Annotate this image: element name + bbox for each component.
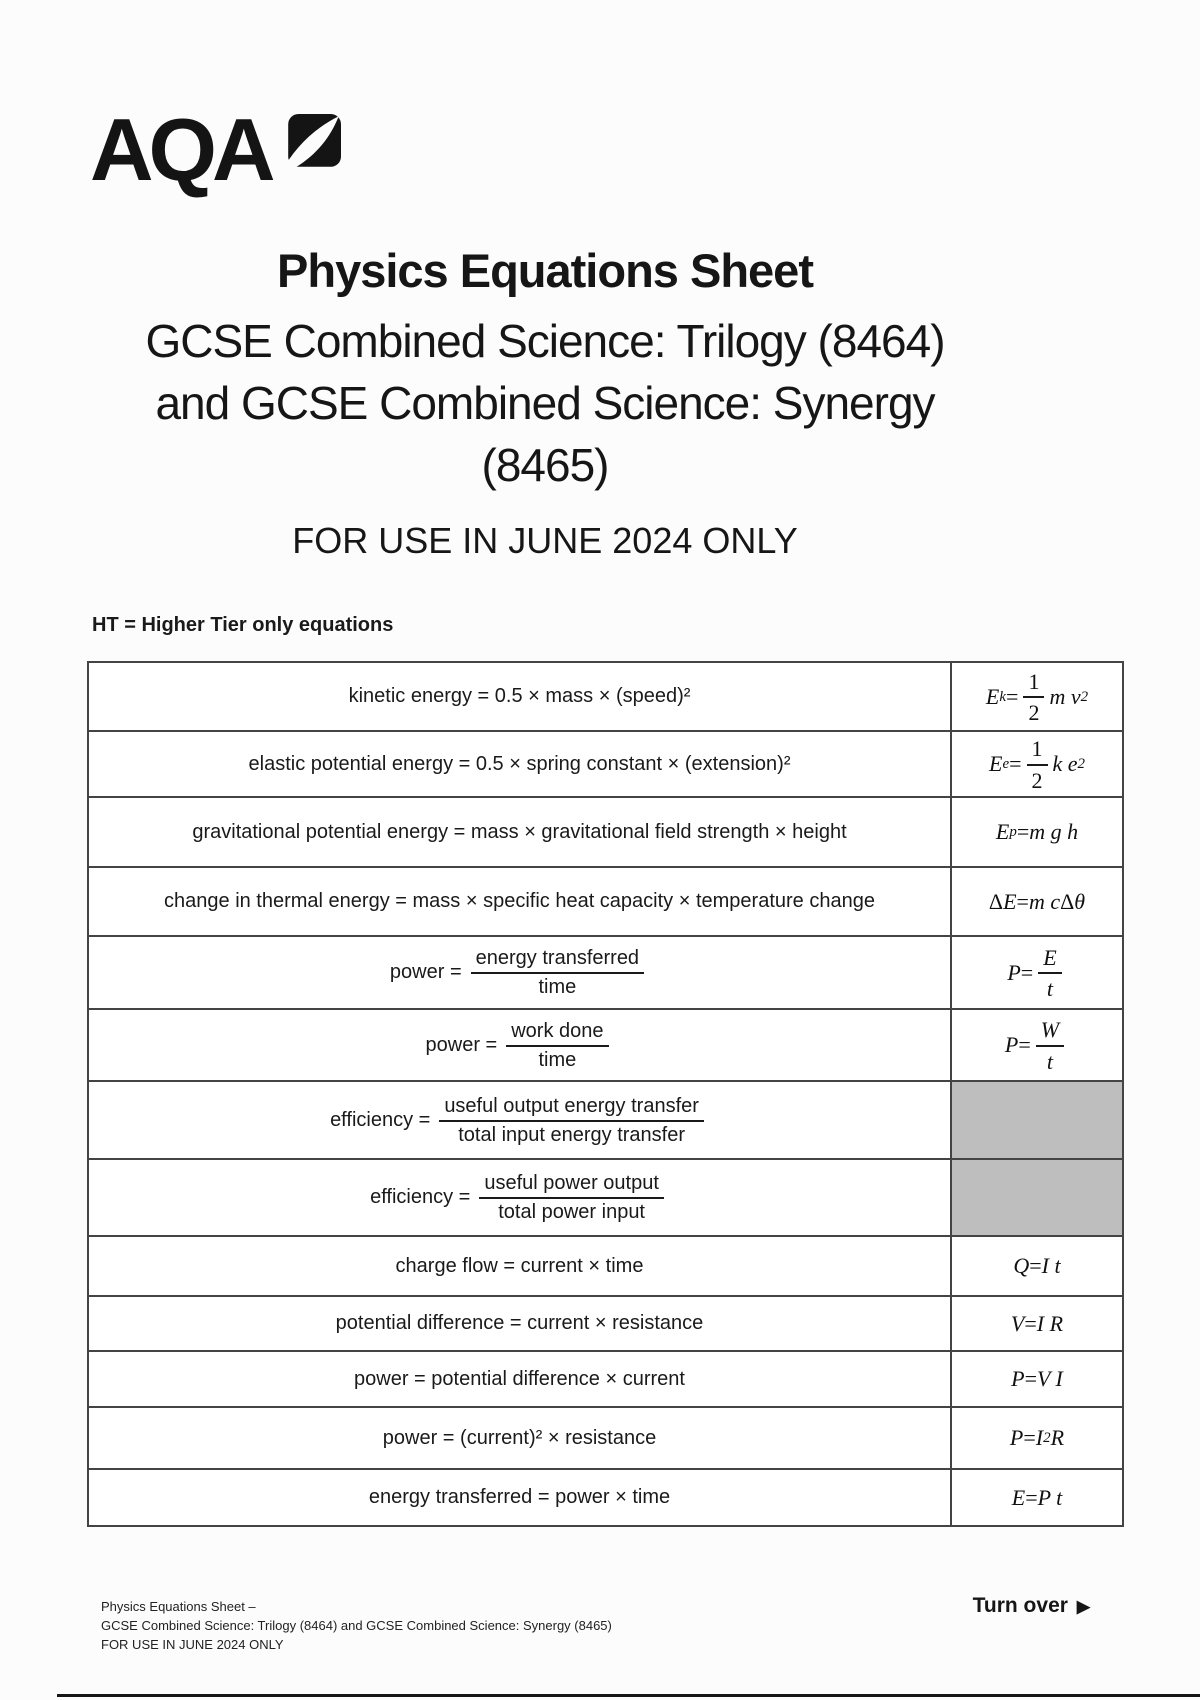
equation-row — [89, 1010, 1122, 1082]
equation-row — [89, 1082, 1122, 1160]
equation-row — [89, 937, 1122, 1010]
symbol-equation: Q = I t — [950, 1237, 1122, 1295]
fraction: $\frac{\text{energy transferred}}{\text{time}}$ — [471, 947, 644, 998]
footer-text — [101, 1597, 612, 1654]
equation-row — [89, 868, 1122, 937]
word-equation-text: charge flow = current × time — [395, 1254, 644, 1277]
word-equation-prefix: efficiency = — [330, 1108, 431, 1131]
equation-row — [89, 1408, 1122, 1470]
equation-row — [89, 1237, 1122, 1297]
symbol-equation: E p = m g h — [950, 798, 1122, 866]
footer-line-1: Physics Equations Sheet – — [101, 1599, 256, 1614]
fraction: $\frac{W}{t}$ — [1036, 1017, 1064, 1072]
page-subtitle-line-3: (8465) — [481, 439, 609, 491]
word-equation-text: power = (current)² × resistance — [382, 1426, 657, 1449]
page-title: Physics Equations Sheet — [277, 244, 813, 297]
word-equation-text: power = potential difference × current — [354, 1367, 685, 1390]
aqa-logo-text: AQA — [90, 100, 271, 199]
word-equation — [89, 1408, 950, 1468]
word-equation-prefix: efficiency = — [370, 1186, 471, 1208]
aqa-leaf-icon — [281, 114, 341, 174]
equations-table — [87, 661, 1124, 1527]
aqa-logo — [90, 100, 341, 199]
fraction: $\frac{1}{2}$ — [1023, 669, 1044, 724]
fraction: $\frac{\text{useful power output}}{\text{total power input}}$ — [479, 1172, 664, 1223]
word-equation — [89, 868, 950, 935]
equation-row — [89, 1160, 1122, 1237]
word-equation — [89, 663, 950, 730]
symbol-equation: P = $\frac{W}{t}$ — [950, 1010, 1122, 1080]
word-equation-prefix: power = — [389, 961, 462, 983]
word-equation — [89, 798, 950, 866]
word-equation-prefix: power = — [425, 1033, 498, 1056]
symbol-equation: P = $\frac{E}{t}$ — [950, 937, 1122, 1008]
footer-line-3: FOR USE IN JUNE 2024 ONLY — [101, 1637, 284, 1652]
shaded-cell — [950, 1160, 1122, 1235]
word-equation-text: change in thermal energy = mass × specific heat capacity × temperature change — [164, 890, 875, 912]
higher-tier-note: HT = Higher Tier only equations — [92, 614, 394, 636]
word-equation-text: potential difference = current × resistance — [335, 1312, 704, 1334]
word-equation — [89, 1470, 950, 1525]
page-subtitle-line-2: and GCSE Combined Science: Synergy — [155, 377, 935, 429]
equation-row — [89, 1470, 1122, 1525]
symbol-equation: Δ E = m c Δ θ — [950, 868, 1122, 935]
fraction: $\frac{\text{useful output energy transfer}}{\text{total input energy transfer}}$ — [439, 1095, 704, 1146]
footer-line-2: GCSE Combined Science: Trilogy (8464) and GCSE Combined Science: Synergy (8465) — [101, 1618, 612, 1633]
word-equation — [89, 1352, 950, 1406]
turn-over-label: Turn over ▶ — [972, 1594, 1090, 1617]
fraction: $\frac{\text{work done}}{\text{time}}$ — [506, 1020, 608, 1071]
symbol-equation: P = V I — [950, 1352, 1122, 1406]
word-equation-text: elastic potential energy = 0.5 × spring constant × (extension)² — [248, 752, 791, 775]
page-bottom-rule — [57, 1694, 1200, 1697]
equation-row — [89, 663, 1122, 732]
fraction: $\frac{E}{t}$ — [1038, 945, 1061, 1000]
turn-over-arrow-icon: ▶ — [1076, 1597, 1090, 1616]
word-equation-text: kinetic energy = 0.5 × mass × (speed)² — [348, 685, 691, 707]
symbol-equation: E e = $\frac{1}{2}$ k e 2 — [950, 732, 1122, 796]
equation-row — [89, 1352, 1122, 1408]
word-equation — [89, 1237, 950, 1295]
word-equation — [89, 937, 950, 1008]
equation-row — [89, 1297, 1122, 1352]
word-equation — [89, 1160, 950, 1235]
word-equation — [89, 732, 950, 796]
word-equation — [89, 1010, 950, 1080]
word-equation — [89, 1082, 950, 1158]
symbol-equation: E k = $\frac{1}{2}$ m v 2 — [950, 663, 1122, 730]
equation-row — [89, 798, 1122, 868]
shaded-cell — [950, 1082, 1122, 1158]
equation-row — [89, 732, 1122, 798]
symbol-equation: V = I R — [950, 1297, 1122, 1350]
word-equation-text: energy transferred = power × time — [368, 1486, 671, 1508]
symbol-equation: P = I 2 R — [950, 1408, 1122, 1468]
page-subtitle-line-1: GCSE Combined Science: Trilogy (8464) — [145, 315, 945, 367]
fraction: $\frac{1}{2}$ — [1027, 736, 1048, 791]
word-equation-text: gravitational potential energy = mass × gravitational field strength × height — [192, 820, 847, 843]
word-equation — [89, 1297, 950, 1350]
usage-notice: FOR USE IN JUNE 2024 ONLY — [292, 520, 798, 561]
symbol-equation: E = P t — [950, 1470, 1122, 1525]
